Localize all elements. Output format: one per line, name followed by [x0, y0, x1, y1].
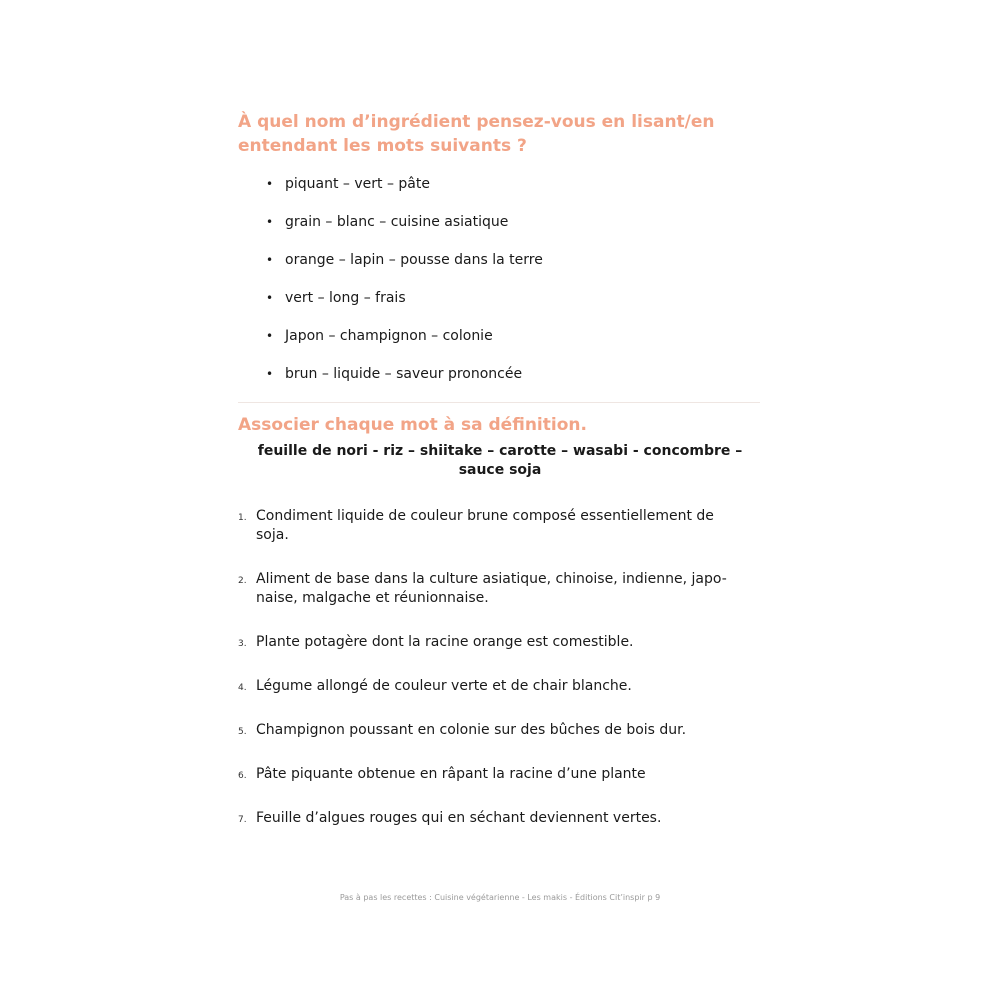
clue-text: brun – liquide – saveur prononcée	[285, 366, 523, 382]
bullet-icon: •	[266, 291, 274, 305]
definition-item	[238, 721, 738, 740]
definition-number: 3.	[238, 639, 247, 649]
bullet-icon: •	[266, 215, 274, 229]
definition-text: Pâte piquante obtenue en râpant la racine d’une plante	[256, 766, 646, 782]
clue-text: grain – blanc – cuisine asiatique	[285, 214, 509, 230]
definition-number: 4.	[238, 683, 247, 693]
definition-item	[238, 677, 738, 696]
bullet-icon: •	[266, 177, 274, 191]
clue-item	[266, 174, 543, 212]
definition-text: Feuille d’algues rouges qui en séchant deviennent vertes.	[256, 810, 662, 826]
word-bank: feuille de nori - riz – shiitake – carotte – wasabi - concombre – sauce soja	[257, 443, 743, 478]
definition-text: Aliment de base dans la culture asiatique, chinoise, indienne, japo-naise, malgache et réunionnaise.	[256, 571, 727, 606]
question-1-heading: À quel nom d’ingrédient pensez-vous en lisant/en entendant les mots suivants ?	[238, 112, 715, 156]
definition-item	[238, 765, 738, 784]
clue-text: piquant – vert – pâte	[285, 176, 430, 192]
clue-text: orange – lapin – pousse dans la terre	[285, 252, 543, 268]
section-divider	[238, 402, 760, 403]
definition-item	[238, 570, 738, 608]
definition-text: Champignon poussant en colonie sur des bûches de bois dur.	[256, 722, 687, 738]
clue-item	[266, 326, 543, 364]
clue-item	[266, 364, 543, 402]
bullet-icon: •	[266, 367, 274, 381]
question-2-heading: Associer chaque mot à sa définition.	[238, 415, 587, 435]
bullet-icon: •	[266, 253, 274, 267]
definition-text: Légume allongé de couleur verte et de chair blanche.	[256, 678, 632, 694]
definition-number: 1.	[238, 513, 247, 523]
definition-text: Condiment liquide de couleur brune composé essentiellement de soja.	[256, 508, 714, 543]
definition-item	[238, 507, 738, 545]
definition-number: 6.	[238, 771, 247, 781]
definition-number: 5.	[238, 727, 247, 737]
definition-list	[238, 507, 738, 828]
clue-item	[266, 212, 543, 250]
clue-item	[266, 250, 543, 288]
clue-text: Japon – champignon – colonie	[285, 328, 493, 344]
definition-number: 2.	[238, 576, 247, 586]
clue-text: vert – long – frais	[285, 290, 406, 306]
definition-text: Plante potagère dont la racine orange est comestible.	[256, 634, 634, 650]
definition-item	[238, 633, 738, 652]
clue-list	[266, 174, 543, 402]
clue-item	[266, 288, 543, 326]
bullet-icon: •	[266, 329, 274, 343]
page-footer: Pas à pas les recettes : Cuisine végétarienne - Les makis - Éditions Cit’inspir p 9	[339, 893, 661, 902]
definition-item	[238, 809, 738, 828]
definition-number: 7.	[238, 815, 247, 825]
